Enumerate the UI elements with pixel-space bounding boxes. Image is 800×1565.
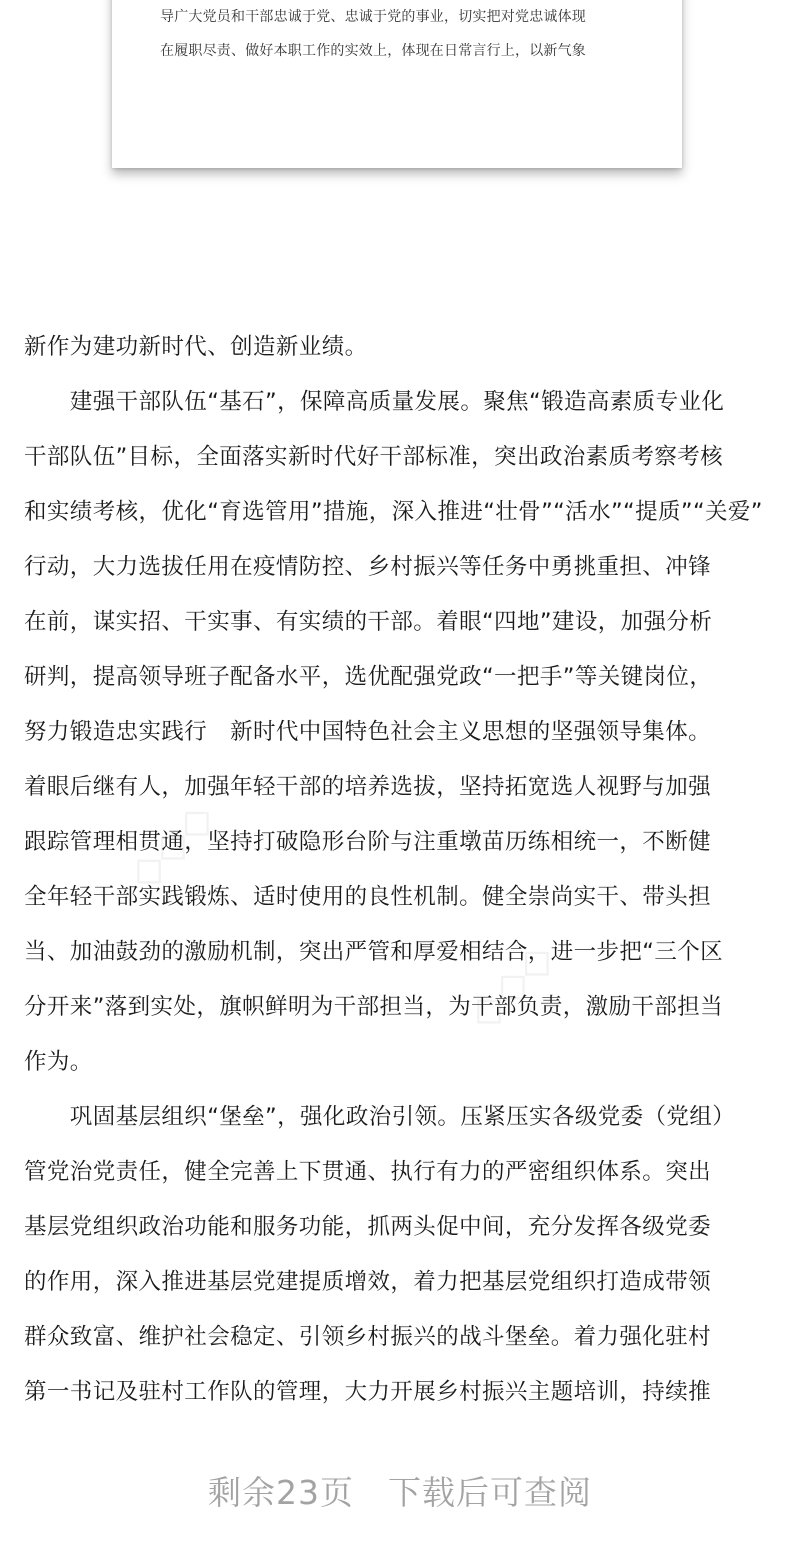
body-line: 群众致富、维护社会稳定、引领乡村振兴的战斗堡垒。着力强化驻村 xyxy=(24,1324,712,1350)
body-line: 跟踪管理相贯通，坚持打破隐形台阶与注重墩苗历练相统一，不断健 xyxy=(24,829,712,855)
body-line: 全年轻干部实践锻炼、适时使用的良性机制。健全崇尚实干、带头担 xyxy=(24,884,712,910)
body-line: 作为。 xyxy=(24,1049,93,1075)
body-line: 巩固基层组织“堡垒”，强化政治引领。压紧压实各级党委（党组） xyxy=(24,1104,736,1130)
body-line: 的作用，深入推进基层党建提质增效，着力把基层党组织打造成带领 xyxy=(24,1269,712,1295)
preview-line: 导广大党员和干部忠诚于党、忠诚于党的事业，切实把对党忠诚体现 xyxy=(160,9,586,25)
body-line: 新作为建功新时代、创造新业绩。 xyxy=(24,334,368,360)
remaining-pages-notice[interactable]: 剩余23页 下载后可查阅 xyxy=(208,1473,592,1512)
body-line: 干部队伍”目标，全面落实新时代好干部标准，突出政治素质考察考核 xyxy=(24,444,724,470)
body-line: 在前，谋实招、干实事、有实绩的干部。着眼“四地”建设，加强分析 xyxy=(24,609,713,635)
body-line: 研判，提高领导班子配备水平，选优配强党政“一把手”等关键岗位， xyxy=(24,664,713,690)
body-line: 行动，大力选拔任用在疫情防控、乡村振兴等任务中勇挑重担、冲锋 xyxy=(24,554,712,580)
watermark: ◇◇◇ xyxy=(456,931,565,1040)
preview-card xyxy=(112,0,682,168)
body-line: 建强干部队伍“基石”，保障高质量发展。聚焦“锻造高素质专业化 xyxy=(24,389,725,415)
body-line: 努力锻造忠实践行 新时代中国特色社会主义思想的坚强领导集体。 xyxy=(24,719,712,745)
body-line: 和实绩考核，优化“育选管用”措施，深入推进“壮骨”“活水”“提质”“关爱” xyxy=(24,499,763,525)
preview-line: 在履职尽责、做好本职工作的实效上，体现在日常言行上，以新气象 xyxy=(160,43,586,59)
body-line: 分开来”落到实处，旗帜鲜明为干部担当，为干部负责，激励干部担当 xyxy=(24,994,724,1020)
body-line: 当、加油鼓劲的激励机制，突出严管和厚爱相结合，进一步把“三个区 xyxy=(24,939,724,965)
body-line: 基层党组织政治功能和服务功能，抓两头促中间，充分发挥各级党委 xyxy=(24,1214,712,1240)
body-line: 管党治党责任，健全完善上下贯通、执行有力的严密组织体系。突出 xyxy=(24,1159,712,1185)
body-line: 着眼后继有人，加强年轻干部的培养选拔，坚持拓宽选人视野与加强 xyxy=(24,774,712,800)
watermark: ◇◇◇ xyxy=(116,791,225,900)
body-line: 第一书记及驻村工作队的管理，大力开展乡村振兴主题培训，持续推 xyxy=(24,1379,712,1405)
